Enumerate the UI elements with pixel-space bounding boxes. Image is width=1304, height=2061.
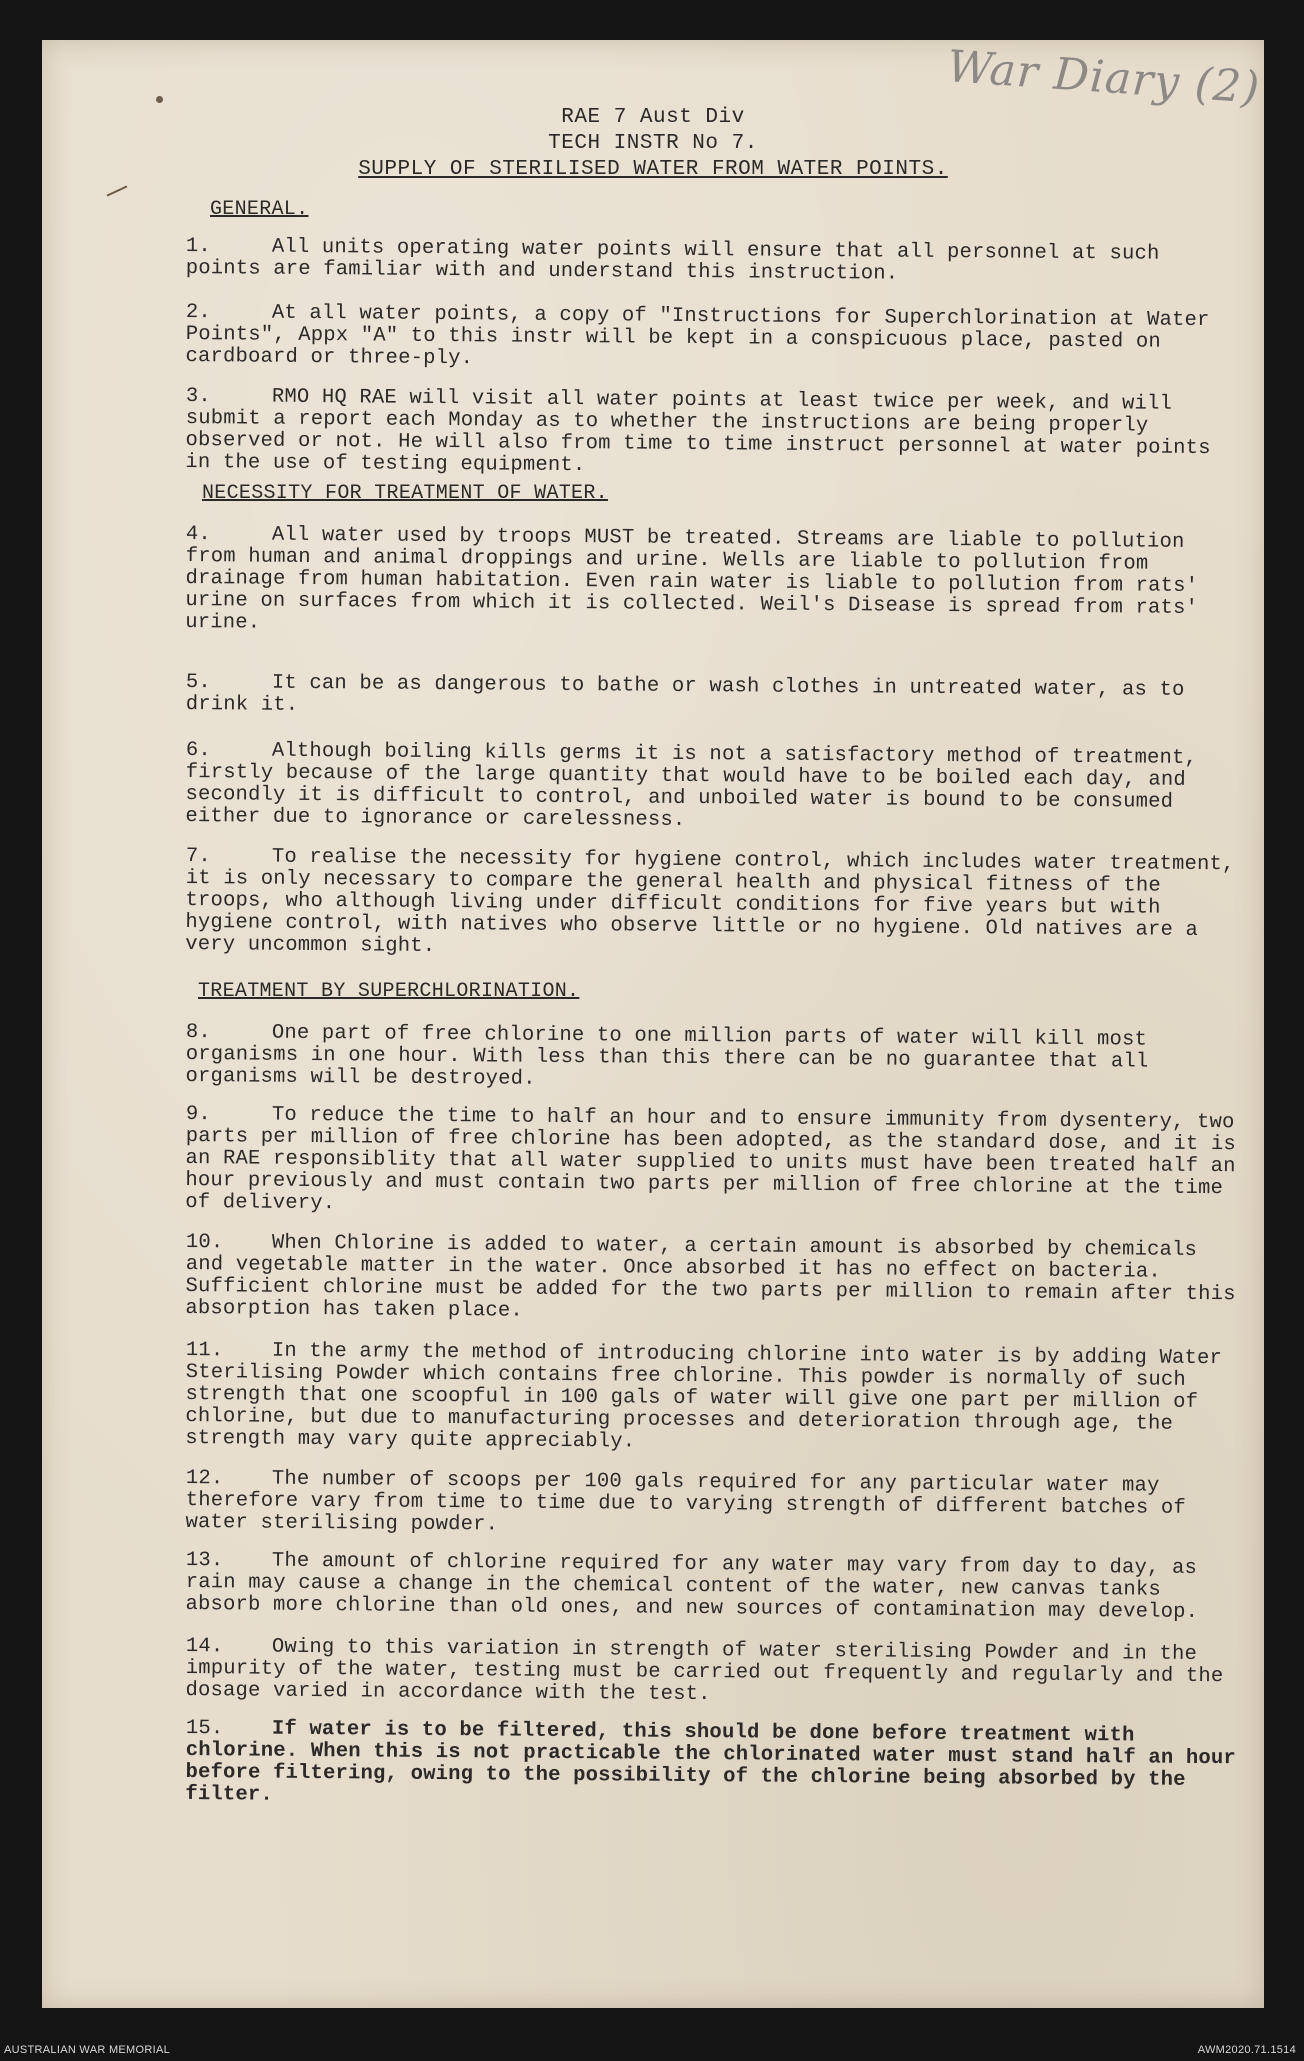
paragraph-text: The number of scoops per 100 gals required for any particular water may therefore vary from time to time due to varying strength of different batches of water sterilising powder. [185, 1467, 1186, 1537]
paragraph-text: RMO HQ RAE will visit all water points at least twice per week, and will submit a report each Monday as to whether the instructions are being properly observed or not. He will also from time to time instruct personnel at water points in the use of testing equipment. [185, 385, 1211, 478]
paragraph-11 [185, 1340, 1246, 1458]
paragraph-3 [185, 386, 1246, 482]
paragraph-number: 1. [185, 235, 212, 259]
paragraph-number: 7. [185, 845, 212, 869]
paragraph-text: Although boiling kills germs it is not a satisfactory method of treatment, firstly because of the large quantity that would have to be boiled each day, and secondly it is difficult to control, and unboiled water is bound to be consumed either due to ignorance or carelessness. [185, 739, 1198, 832]
paragraph-text: To realise the necessity for hygiene control, which includes water treatment, it is only necessary to compare the general health and physical fitness of the troops, who although living under difficult conditions for five years but with hygiene control, with natives who observe little or no hygiene. Old natives are a very uncommon sight. [185, 845, 1235, 958]
paragraph-14 [185, 1636, 1245, 1710]
paragraph-number: 3. [185, 385, 212, 409]
document-title: SUPPLY OF STERILISED WATER FROM WATER POINTS. [358, 158, 948, 181]
paragraph-7 [185, 846, 1246, 964]
ink-mark [156, 96, 163, 103]
paragraph-text: Owing to this variation in strength of water sterilising Powder and in the impurity of the water, testing must be carried out frequently and regularly and the dosage varied in accordance with the test. [185, 1635, 1224, 1707]
paragraph-8 [185, 1022, 1245, 1096]
paragraph-number: 6. [185, 739, 212, 763]
paragraph-1 [186, 236, 1246, 288]
paragraph-13 [185, 1550, 1245, 1624]
paragraph-text: If water is to be filtered, this should be done before treatment with chlorine. When this is not practicable the chlorinated water must stand half an hour before filtering, owing to the possibility of the chlorine being absorbed by the filter. [185, 1717, 1236, 1807]
section-treatment: TREATMENT BY SUPERCHLORINATION. [198, 980, 580, 1003]
footer-institution: AUSTRALIAN WAR MEMORIAL [4, 2044, 171, 2056]
section-necessity: NECESSITY FOR TREATMENT OF WATER. [202, 482, 608, 505]
handwritten-note: War Diary (2) [945, 41, 1262, 114]
paragraph-6 [185, 740, 1246, 836]
paragraph-4 [185, 524, 1246, 642]
header-unit: RAE 7 Aust Div [561, 106, 745, 129]
paragraph-text: When Chlorine is added to water, a certain amount is absorbed by chemicals and vegetable matter in the water. Once absorbed it has no effect on bacteria. Sufficient chlorine must be added for the two parts per million to remain after this absorption has taken place. [185, 1231, 1236, 1323]
paragraph-text: All units operating water points will ensure that all personnel at such points are familiar with and understand this instruction. [185, 235, 1160, 286]
paragraph-9 [185, 1104, 1246, 1222]
paragraph-text: The amount of chlorine required for any water may vary from day to day, as rain may cause a change in the chemical content of the water, new canvas tanks absorb more chlorine than old ones, and new sources of contamination may develop. [185, 1549, 1199, 1624]
paragraph-2 [185, 302, 1245, 376]
paragraph-15 [185, 1718, 1246, 1814]
paragraph-text: To reduce the time to half an hour and to ensure immunity from dysentery, two parts per million of free chlorine has been adopted, as the standard dose, and it is an RAE responsiblity that all water supplied to units must have been treated half an hour previously and must contain two parts per million of free chlorine at the time of delivery. [185, 1103, 1236, 1216]
paragraph-text: One part of free chlorine to one million parts of water will kill most organisms in one hour. With less than this there can be no guarantee that all organisms will be destroyed. [185, 1021, 1149, 1091]
paragraph-number: 15. [185, 1717, 224, 1741]
paragraph-number: 5. [185, 671, 212, 695]
paragraph-number: 4. [185, 523, 212, 547]
paragraph-number: 8. [185, 1021, 212, 1045]
header-instruction: TECH INSTR No 7. [548, 132, 758, 155]
paragraph-5 [186, 672, 1246, 724]
paragraph-number: 13. [185, 1549, 224, 1573]
paragraph-text: In the army the method of introducing chlorine into water is by adding Water Sterilising Powder which contains free chlorine. This powder is normally of such strength that one scoopful in 100 gals of water will give one part per million of chlorine, but due to manufacturing processes and deterioration through age, the strength may vary quite appreciably. [185, 1339, 1223, 1454]
paragraph-number: 11. [185, 1339, 224, 1363]
margin-tick [107, 185, 128, 196]
paragraph-number: 2. [185, 301, 212, 325]
paragraph-number: 12. [185, 1467, 224, 1491]
paragraph-text: At all water points, a copy of "Instructions for Superchlorination at Water Points", Appx "A" to this instr will be kept in a conspicuous place, pasted on cardboard or three-ply. [185, 301, 1210, 371]
paragraph-number: 10. [185, 1231, 224, 1255]
footer-accession-number: AWM2020.71.1514 [1197, 2044, 1296, 2056]
paragraph-text: All water used by troops MUST be treated. Streams are liable to pollution from human and animal droppings and urine. Wells are liable to pollution from drainage from human habitation. Even rain water is liable to pollution from rats' urine on surfaces from which it is collected. Weil's Disease is spread from rats' urine. [185, 523, 1199, 635]
paragraph-number: 9. [185, 1103, 212, 1127]
section-general: GENERAL. [210, 198, 309, 221]
paragraph-number: 14. [185, 1635, 224, 1659]
paragraph-12 [185, 1468, 1245, 1542]
paragraph-10 [185, 1232, 1246, 1328]
paragraph-text: It can be as dangerous to bathe or wash clothes in untreated water, as to drink it. [185, 671, 1185, 717]
document-page [42, 40, 1264, 2008]
